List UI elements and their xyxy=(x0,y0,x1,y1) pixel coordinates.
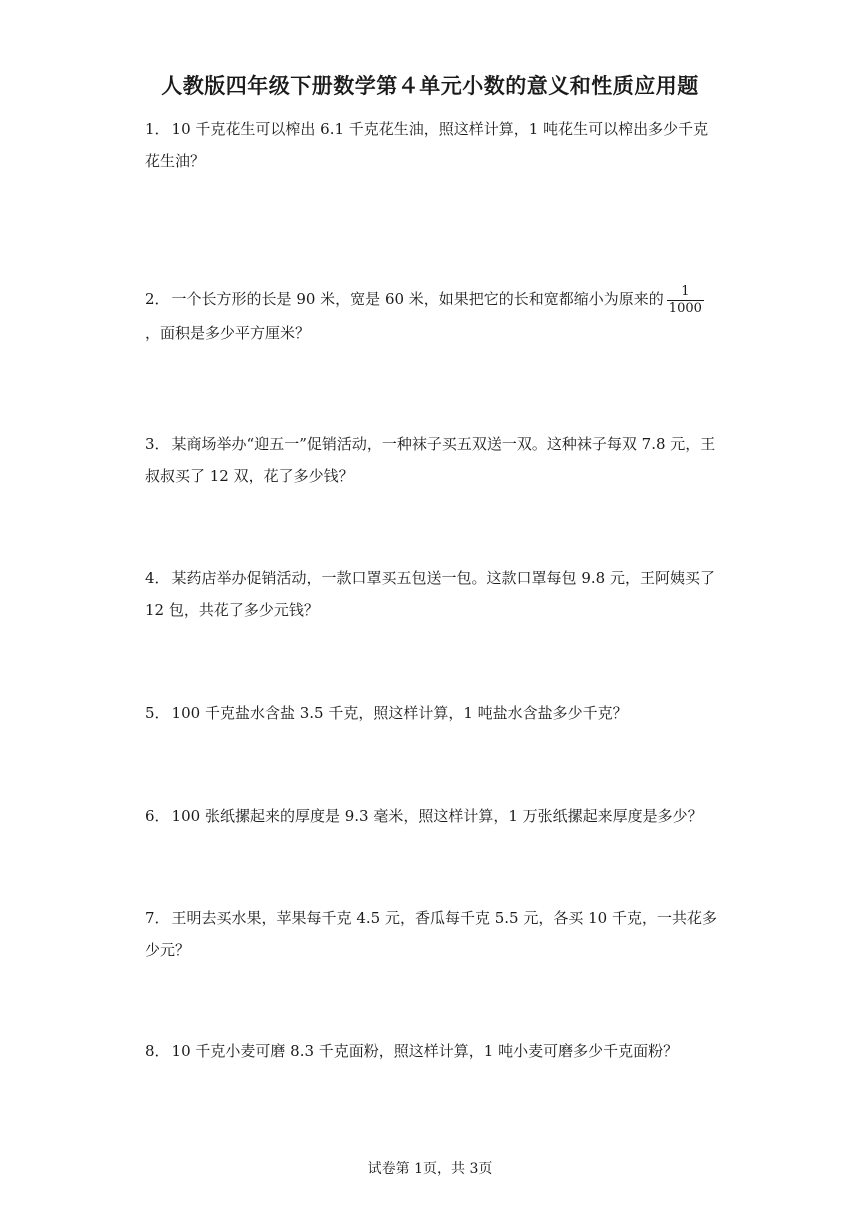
question-7 xyxy=(145,902,720,966)
page-title: 人教版四年级下册数学第４单元小数的意义和性质应用题 xyxy=(161,74,699,98)
question-number: 8． xyxy=(145,1042,170,1060)
question-8 xyxy=(145,1035,720,1067)
question-text: 某药店举办促销活动，一款口罩买五包送一包。这款口罩每包 9.8 元，王阿姨买了 12 包，共花了多少元钱？ xyxy=(145,569,715,619)
question-number: 4． xyxy=(145,569,170,587)
fraction-numerator: 1 xyxy=(667,284,704,301)
question-6 xyxy=(145,800,720,832)
question-number: 5． xyxy=(145,704,170,722)
question-text: 一个长方形的长是 90 米，宽是 60 米，如果把它的长和宽都缩小为原来的 xyxy=(171,290,664,308)
fraction-denominator: 1000 xyxy=(668,300,702,316)
question-text: 10 千克小麦可磨 8.3 千克面粉，照这样计算，1 吨小麦可磨多少千克面粉？ xyxy=(171,1042,679,1060)
question-number: 7． xyxy=(145,909,170,927)
question-text: 王明去买水果，苹果每千克 4.5 元，香瓜每千克 5.5 元，各买 10 千克，一共花多少元？ xyxy=(145,909,717,959)
question-text: 100 千克盐水含盐 3.5 千克，照这样计算，1 吨盐水含盐多少千克？ xyxy=(171,704,628,722)
fraction xyxy=(667,284,704,317)
question-5 xyxy=(145,697,720,729)
question-4 xyxy=(145,562,720,626)
question-number: 1． xyxy=(145,120,170,138)
question-text-continued: ，面积是多少平方厘米？ xyxy=(145,323,311,342)
page-footer: 试卷第 1页，共 3页 xyxy=(367,1161,493,1177)
question-3 xyxy=(145,428,720,492)
question-1 xyxy=(145,113,720,177)
question-number: 2． xyxy=(145,290,170,308)
question-text: 100 张纸摞起来的厚度是 9.3 毫米，照这样计算，1 万张纸摞起来厚度是多少？ xyxy=(171,807,703,825)
question-number: 6． xyxy=(145,807,170,825)
question-text: 10 千克花生可以榨出 6.1 千克花生油，照这样计算，1 吨花生可以榨出多少千克花生油？ xyxy=(145,120,709,170)
question-text: 某商场举办“迎五一”促销活动，一种袜子买五双送一双。这种袜子每双 7.8 元，王叔叔买了 12 双，花了多少钱？ xyxy=(145,435,716,485)
question-2 xyxy=(145,283,720,349)
question-number: 3． xyxy=(145,435,170,453)
